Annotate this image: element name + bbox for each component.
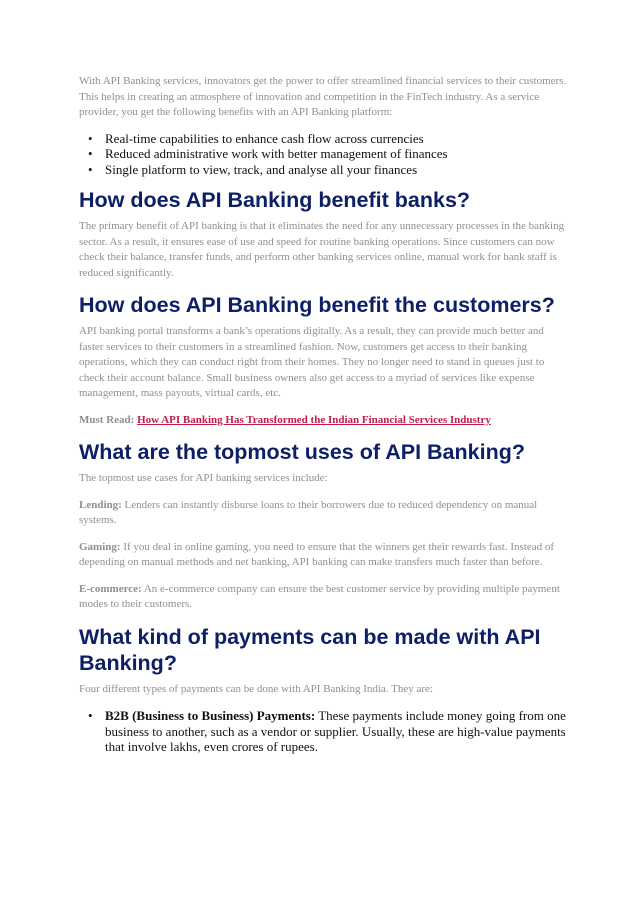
list-item: • Reduced administrative work with better management of finances <box>105 146 567 162</box>
heading-customers: How does API Banking benefit the customers? <box>79 293 555 317</box>
use-text: Lenders can instantly disburse loans to their borrowers due to reduced dependency on manual systems. <box>79 498 538 526</box>
paragraph-payments-intro: Four different types of payments can be done with API Banking India. They are: <box>79 682 433 695</box>
use-lending <box>79 498 567 529</box>
paragraph-banks: The primary benefit of API banking is that it eliminates the need for any unnecessary processes in the banking sector. As a result, it ensures ease of use and speed for routine banking operations. Since customers can now check their balance, transfer funds, and perform other banking services online, manual work for bank staff is reduced significantly. <box>79 220 565 279</box>
paragraph-customers: API banking portal transforms a bank’s operations digitally. As a result, they can provide much better and faster services to their customers in a streamlined fashion. Now, customers get access to their banking operations, which they can conduct right from their homes. They no longer need to stand in queues just to check their account balance. Small business owners also get access to a myriad of services like expense management, mass payouts, virtual cards, etc. <box>79 325 545 399</box>
document-page <box>79 74 567 765</box>
benefits-list <box>79 131 567 178</box>
payments-list <box>79 708 567 755</box>
use-label: Gaming: <box>79 540 121 553</box>
payment-text: These payments include money going from one business to another, such as a vendor or supplier. Usually, these are high-value payments that involve lakhs, even crores of rupees. <box>105 708 566 754</box>
must-read-label: Must Read: <box>79 413 138 426</box>
heading-uses: What are the topmost uses of API Banking? <box>79 440 525 464</box>
use-gaming <box>79 540 567 571</box>
use-text: An e-commerce company can ensure the best customer service by providing multiple payment modes to their customers. <box>79 582 560 610</box>
heading-banks: How does API Banking benefit banks? <box>79 188 471 212</box>
paragraph-uses-intro: The topmost use cases for API banking services include: <box>79 472 328 484</box>
list-item <box>105 708 567 755</box>
payment-label: B2B (Business to Business) Payments: <box>105 708 316 723</box>
must-read-line <box>79 413 567 429</box>
heading-payments: What kind of payments can be made with API Banking? <box>79 624 541 675</box>
use-label: Lending: <box>79 498 122 511</box>
list-item: • Real-time capabilities to enhance cash flow across currencies <box>105 131 567 147</box>
use-ecommerce <box>79 582 567 613</box>
list-item: • Single platform to view, track, and analyse all your finances <box>105 162 567 178</box>
use-text: If you deal in online gaming, you need to ensure that the winners get their rewards fast. Instead of depending on manual methods and net banking, API banking can make transfers much faster than before. <box>79 540 555 568</box>
intro-paragraph: With API Banking services, innovators get the power to offer streamlined financial services to their customers. This helps in creating an atmosphere of innovation and competition in the FinTech industry. As a service provider, you get the following benefits with an API Banking platform: <box>79 75 567 118</box>
use-label: E-commerce: <box>79 582 142 595</box>
must-read-link[interactable]: How API Banking Has Transformed the Indian Financial Services Industry <box>137 413 491 426</box>
